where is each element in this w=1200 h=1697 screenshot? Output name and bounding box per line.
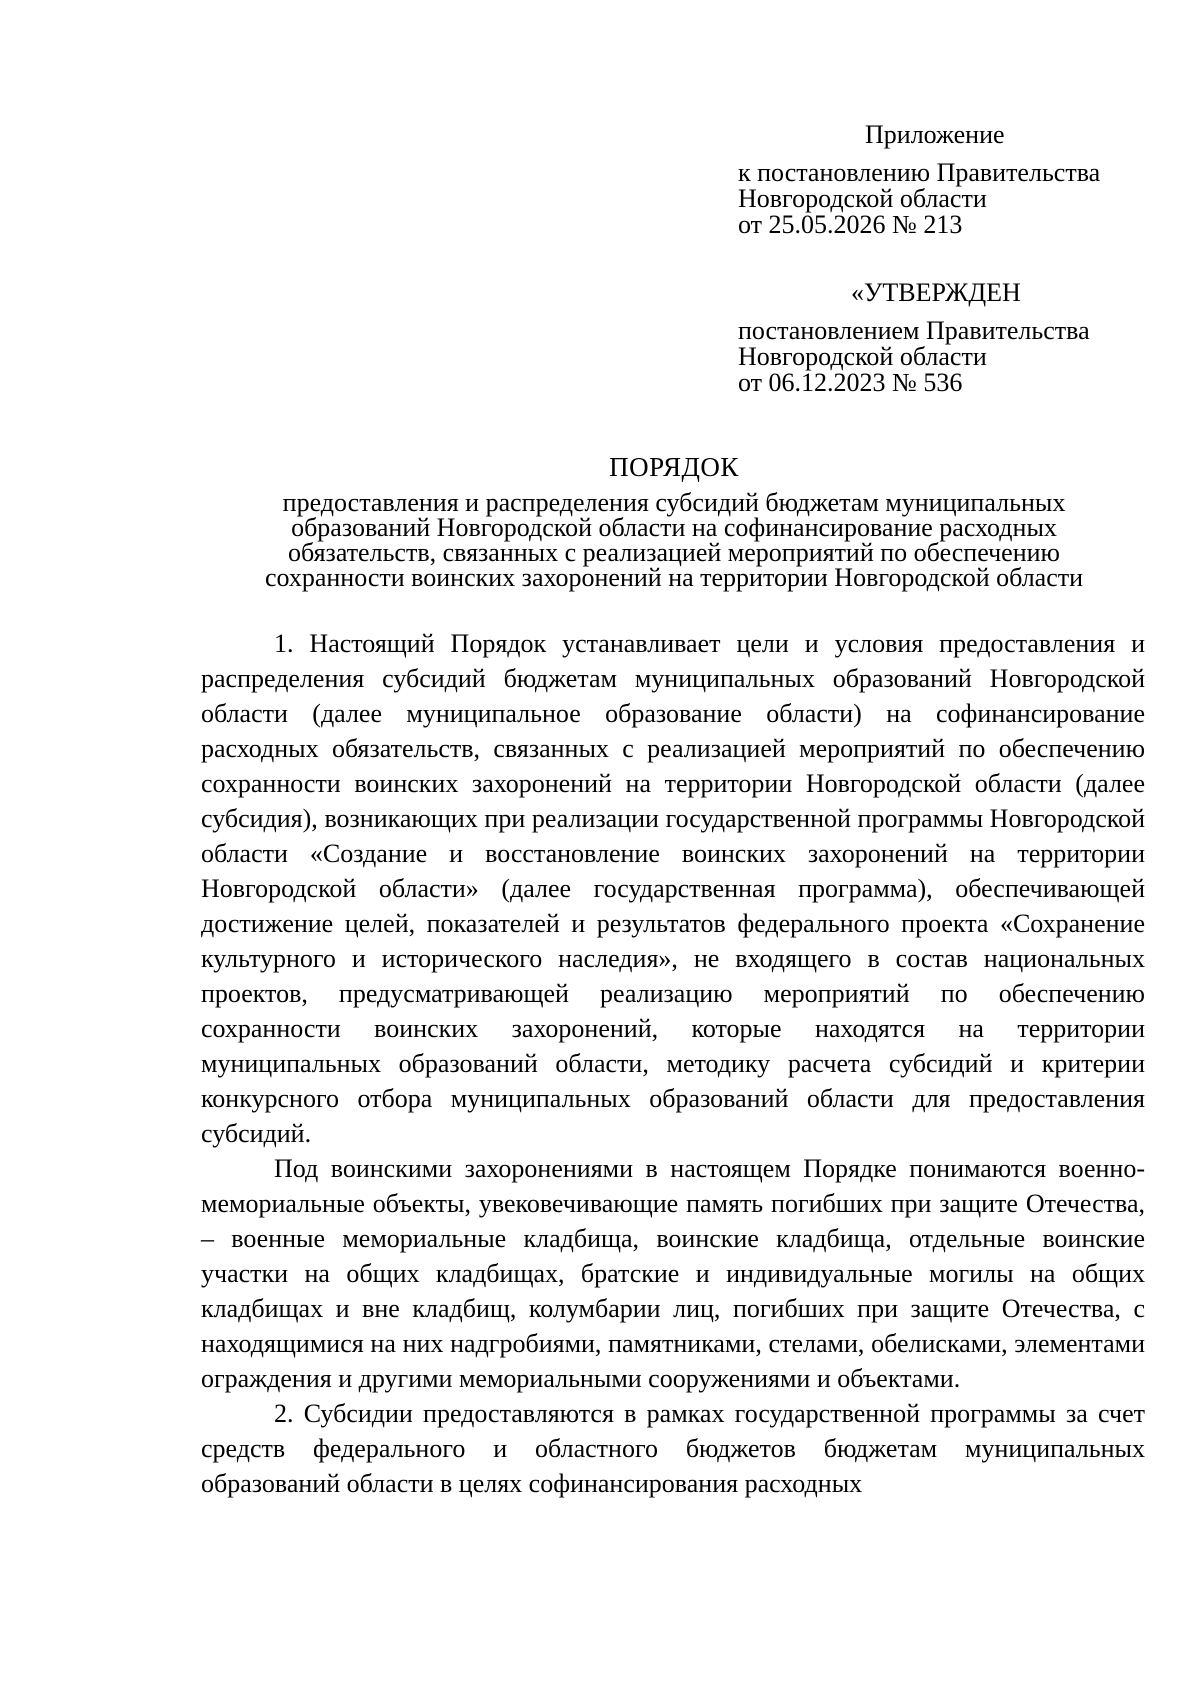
body-paragraph: 2. Субсидии предоставляются в рамках государственной программы за счет средств федерального и областного бюджетов бюджетам муниципальных образований области в целях софинансирования расходных — [201, 1399, 1145, 1498]
subtitle-line: обязательств, связанных с реализацией мероприятий по обеспечению — [288, 538, 1060, 567]
approval-stamp-block — [738, 280, 1158, 396]
appendix-title: Приложение — [865, 120, 1005, 149]
subtitle-line: предоставления и распределения субсидий бюджетам муниципальных — [282, 488, 1066, 517]
approved-line: постановлением Правительства — [738, 316, 1090, 345]
approved-line: от 06.12.2023 № 536 — [738, 368, 963, 397]
subtitle-line: сохранности воинских захоронений на территории Новгородской области — [264, 563, 1084, 592]
approved-line: Новгородской области — [738, 342, 987, 371]
subtitle-line: образований Новгородской области на софинансирование расходных — [291, 513, 1057, 542]
document-subtitle — [180, 490, 1168, 590]
document-title: ПОРЯДОК — [609, 452, 739, 482]
appendix-line: от 25.05.2026 № 213 — [738, 210, 963, 239]
body-paragraph: 1. Настоящий Порядок устанавливает цели и условия предоставления и распределения субсидий бюджетам муниципальных образований Новгородской области (далее муниципальное образование области) на софинансирование расходных обязательств, связанных с реализацией мероприятий по обеспечению сохранности воинских захоронений на территории Новгородской области (далее субсидия), возникающих при реализации государственной программы Новгородской области «Создание и восстановление воинских захоронений на территории Новгородской области» (далее государственная программа), обеспечивающей достижение целей, показателей и результатов федерального проекта «Сохранение культурного и исторического наследия», не входящего в состав национальных проектов, предусматривающей реализацию мероприятий по обеспечению сохранности воинских захоронений, которые находятся на территории муниципальных образований области, методику расчета субсидий и критерии конкурсного отбора муниципальных образований области для предоставления субсидий. — [201, 629, 1145, 1148]
appendix-line: Новгородской области — [738, 184, 987, 213]
appendix-header — [738, 122, 1158, 238]
document-body — [201, 626, 1145, 1501]
appendix-line: к постановлению Правительства — [738, 158, 1101, 187]
approved-title: «УТВЕРЖДЕН — [851, 278, 1021, 307]
body-paragraph: Под воинскими захоронениями в настоящем Порядке понимаются военно-мемориальные объекты, увековечивающие память погибших при защите Отечества, – военные мемориальные кладбища, воинские кладбища, отдельные воинские участки на общих кладбищах, братские и индивидуальные могилы на общих кладбищах и вне кладбищ, колумбарии лиц, погибших при защите Отечества, с находящимися на них надгробиями, памятниками, стелами, обелисками, элементами ограждения и другими мемориальными сооружениями и объектами. — [201, 1154, 1145, 1393]
